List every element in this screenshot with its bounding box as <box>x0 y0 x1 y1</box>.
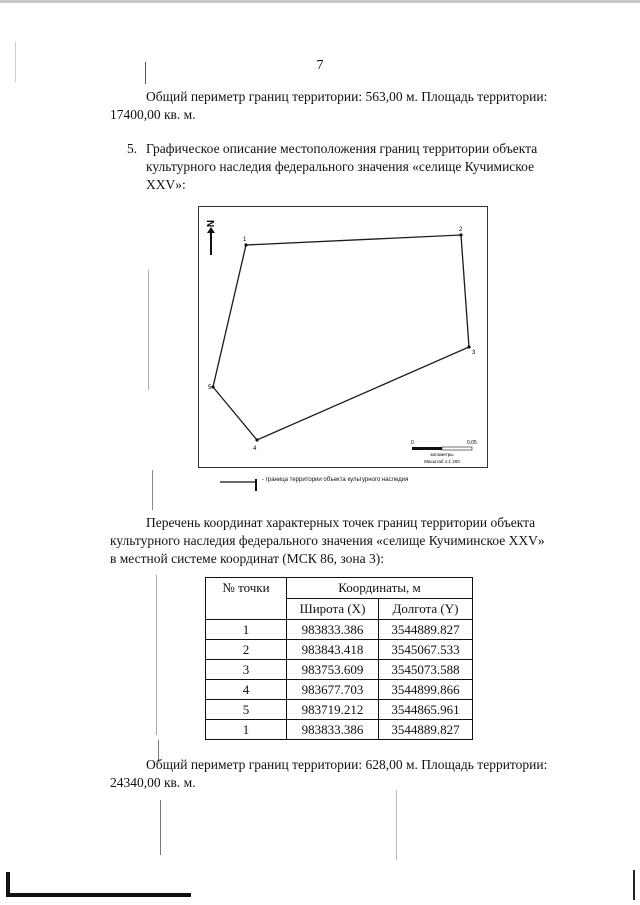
longitude-value: 3545067.533 <box>379 640 473 660</box>
scale-unit: километры <box>430 452 454 457</box>
vertex-label-5: 5 <box>208 385 212 391</box>
scan-right-edge <box>633 870 635 900</box>
header-latitude: Широта (X) <box>287 599 379 620</box>
scan-bottom-edge <box>6 893 191 897</box>
section-line-2: культурного наследия федерального значения «селище Кучимиское <box>146 159 535 174</box>
perimeter-line-2: 17400,00 кв. м. <box>110 107 196 122</box>
north-arrow-head <box>207 227 215 233</box>
header-longitude: Долгота (Y) <box>379 599 473 620</box>
boundary-map <box>198 206 488 468</box>
vertex-4 <box>255 438 258 441</box>
legend-text: - граница территории объекта культурного наследия <box>262 477 409 483</box>
vertex-3 <box>467 345 470 348</box>
latitude-value: 983833.386 <box>287 620 379 640</box>
coordinates-table <box>205 577 473 740</box>
header-coordinates: Координаты, м <box>287 578 473 599</box>
point-number: 4 <box>206 680 287 700</box>
scan-margin-mark <box>152 470 153 510</box>
vertex-1 <box>244 243 247 246</box>
latitude-value: 983719.212 <box>287 700 379 720</box>
table-row <box>206 640 473 660</box>
map-svg <box>199 207 487 467</box>
total-perimeter-line-1: Общий периметр границ территории: 628,00 м. Площадь территории: <box>146 757 548 772</box>
scale-bar-light <box>442 447 472 450</box>
scale-start: 0 <box>411 440 414 446</box>
latitude-value: 983677.703 <box>287 680 379 700</box>
scan-bottom-edge <box>6 872 10 897</box>
longitude-value: 3544889.827 <box>379 720 473 740</box>
scan-margin-mark <box>148 270 149 390</box>
longitude-value: 3544899.866 <box>379 680 473 700</box>
latitude-value: 983753.609 <box>287 660 379 680</box>
vertex-5 <box>211 385 214 388</box>
table-row <box>206 720 473 740</box>
scale-end: 0,05 <box>467 440 477 446</box>
section-line-1: Графическое описание местоположения границ территории объекта <box>146 141 538 156</box>
territory-boundary <box>213 235 469 440</box>
point-number: 5 <box>206 700 287 720</box>
latitude-value: 983833.386 <box>287 720 379 740</box>
longitude-value: 3544889.827 <box>379 620 473 640</box>
latitude-value: 983843.418 <box>287 640 379 660</box>
section-line-3: XXV»: <box>146 177 186 192</box>
point-number: 1 <box>206 720 287 740</box>
longitude-value: 3544865.961 <box>379 700 473 720</box>
vertex-label-4: 4 <box>253 446 257 452</box>
table-row <box>206 620 473 640</box>
legend-symbol <box>218 478 260 490</box>
vertex-2 <box>459 233 462 236</box>
table-row <box>206 700 473 720</box>
section-number: 5. <box>127 141 138 156</box>
table-row <box>206 680 473 700</box>
scan-margin-mark <box>156 575 157 735</box>
scan-margin-mark <box>160 800 161 855</box>
north-label: N <box>204 220 215 228</box>
point-number: 2 <box>206 640 287 660</box>
scale-bar-dark <box>412 447 442 450</box>
coords-intro-line-2: культурного наследия федерального значения «селище Кучиминское XXV» <box>110 533 545 548</box>
coords-intro-line-3: в местной системе координат (МСК 86, зона 3): <box>110 551 385 566</box>
scale-ratio: Масштаб 1:1 200 <box>424 459 460 464</box>
coords-intro-line-1: Перечень координат характерных точек границ территории объекта <box>146 515 536 530</box>
point-number: 3 <box>206 660 287 680</box>
vertex-label-2: 2 <box>459 227 463 233</box>
table-row <box>206 660 473 680</box>
vertex-label-3: 3 <box>472 350 476 356</box>
header-point: № точки <box>206 578 287 620</box>
scan-top-edge <box>0 0 640 3</box>
perimeter-line-1: Общий периметр границ территории: 563,00 м. Площадь территории: <box>146 89 548 104</box>
page-number: 7 <box>316 58 324 73</box>
vertex-label-1: 1 <box>243 237 247 243</box>
scan-margin-mark <box>396 790 397 860</box>
total-perimeter-line-2: 24340,00 кв. м. <box>110 775 196 790</box>
point-number: 1 <box>206 620 287 640</box>
longitude-value: 3545073.588 <box>379 660 473 680</box>
